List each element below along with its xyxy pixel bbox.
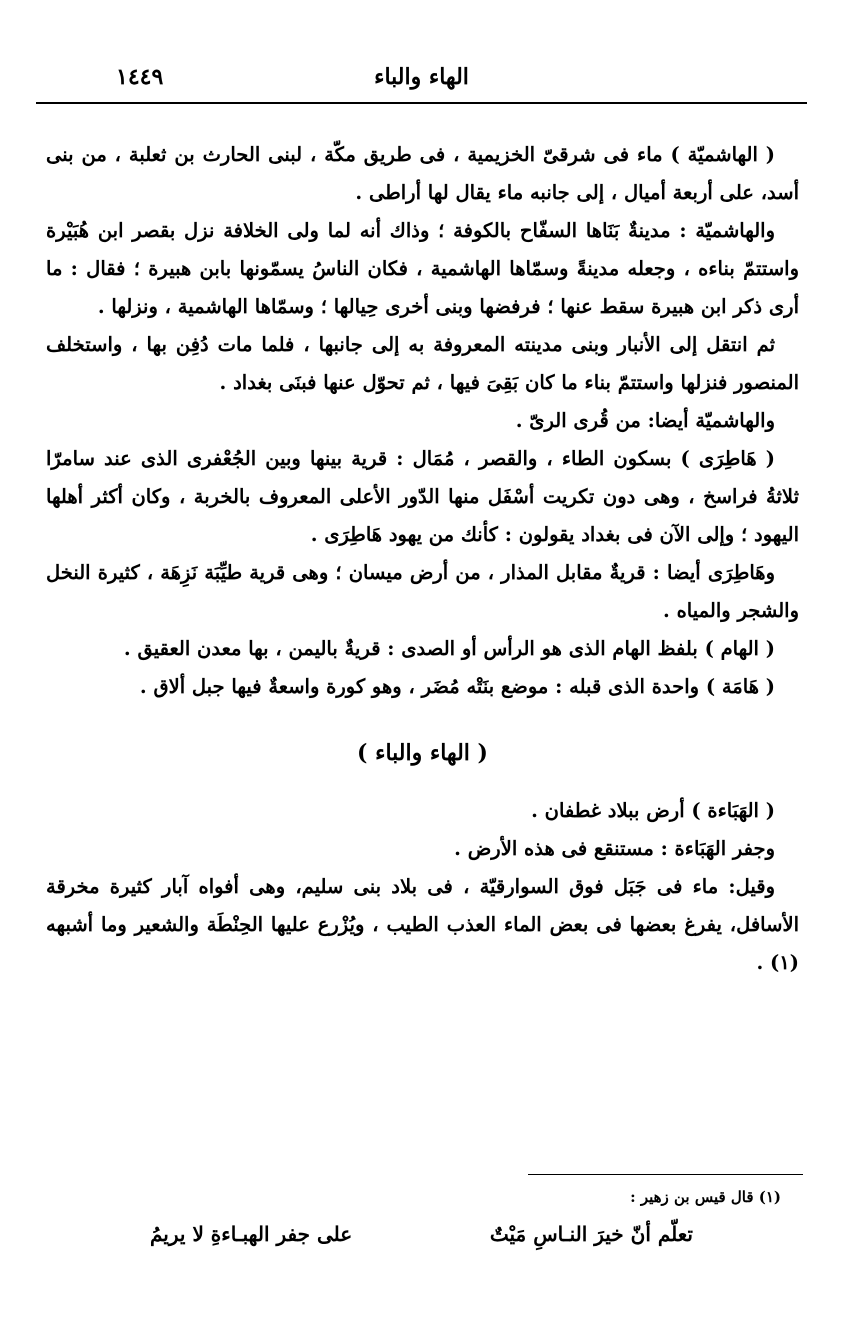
footnote <box>80 1184 781 1210</box>
entry-habaa: ( الهَبَاءة ) أرض ببلاد غطفان . <box>531 799 775 822</box>
entry-al-ham: ( الهام ) بلفظ الهام الذى هو الرأس أو الصدى : قريةٌ باليمن ، بها معدن العقيق . <box>123 637 775 660</box>
entry-hashimiyya-city: والهاشميّة : مدينةٌ بَنَاها السفّاح بالكوفة ؛ وذاك أنه لما ولى الخلافة نزل بقصر ابن هُبَيْرة واستتمّ بناءه ، وجعله مدينةً وسمّاها الهاشمية ، فكان الناسُ يسمّونها بابن هبيرة ؛ فقال : ما أرى ذكر ابن هبيرة سقط عنها ؛ فرفضها وبنى أخرى حِيالها ؛ وسمّاها الهاشمية ، ونزلها . <box>46 219 799 318</box>
entry-habaa-alternate: وقيل: ماء فى جَبَل فوق السوارقيّة ، فى بلاد بنى سليم، وهى أفواه آبار كثيرة مخرقة الأسافل، يفرغ بعضها فى بعض الماء العذب الطيب ، ويُزْرع عليها الحِنْطَة والشعير وما أشبهه (١) . <box>46 875 799 974</box>
footnote-intro: (١) قال قيس بن زهير : <box>630 1188 781 1206</box>
entry-hama: ( هَامَة ) واحدة الذى قبله : موضع بنَتْه مُضَر ، وهو كورة واسعةٌ فيها جبل ألاق . <box>139 675 775 698</box>
entry-jafr-habaa: وجفر الهَبَاءة : مستنقع فى هذه الأرض . <box>454 837 775 860</box>
section-heading: ( الهاء والباء ) <box>357 740 488 766</box>
running-title: الهاء والباء <box>374 64 469 90</box>
footnote-separator <box>528 1174 803 1175</box>
verse-first-hemistich: تعلّم أنّ خيرَ النـاسِ مَيْتٌ <box>489 1222 693 1246</box>
page-number: ١٤٤٩ <box>116 64 164 90</box>
page-header <box>36 58 807 104</box>
entry-hatira: ( هَاطِرَى ) بسكون الطاء ، والقصر ، مُمَال : قرية بينها وبين الجُعْفرى الذى عند سامرّا ثلاثةُ فراسخ ، وهى دون تكريت أسْفَل منها الدّور الأعلى المعروف بالخربة ، وكان أكثر أهلها اليهود ؛ وإلى الآن فى بغداد يقولون : كأنك من يهود هَاطِرَى . <box>46 447 799 546</box>
verse-second-hemistich: على جفر الهبـاءةِ لا يريمُ <box>150 1222 353 1246</box>
entry-hatira-maysan: وهَاطِرَى أيضا : قريةٌ مقابل المذار ، من أرض ميسان ؛ وهى قرية طيِّبَة نَزِهَة ، كثيرة النخل والشجر والمياه . <box>46 561 799 622</box>
main-text <box>46 136 799 982</box>
entry-hashimiyya-rayy: والهاشميّة أيضا: من قُرى الرىّ . <box>515 409 775 432</box>
entry-hashimiyya-water: ( الهاشميّة ) ماء فى شرقىّ الخزيمية ، فى طريق مكّة ، لبنى الحارث بن ثعلبة ، من بنى أسد، على أربعة أميال ، إلى جانبه ماء يقال لها أراطى . <box>46 143 799 204</box>
entry-hashimiyya-continued: ثم انتقل إلى الأنبار وبنى مدينته المعروفة به إلى جانبها ، فلما مات دُفِن بها ، واستخلف المنصور فنزلها واستتمّ بناء ما كان بَقِىَ فيها ، ثم تحوّل عنها فبنَى بغداد . <box>46 333 799 394</box>
